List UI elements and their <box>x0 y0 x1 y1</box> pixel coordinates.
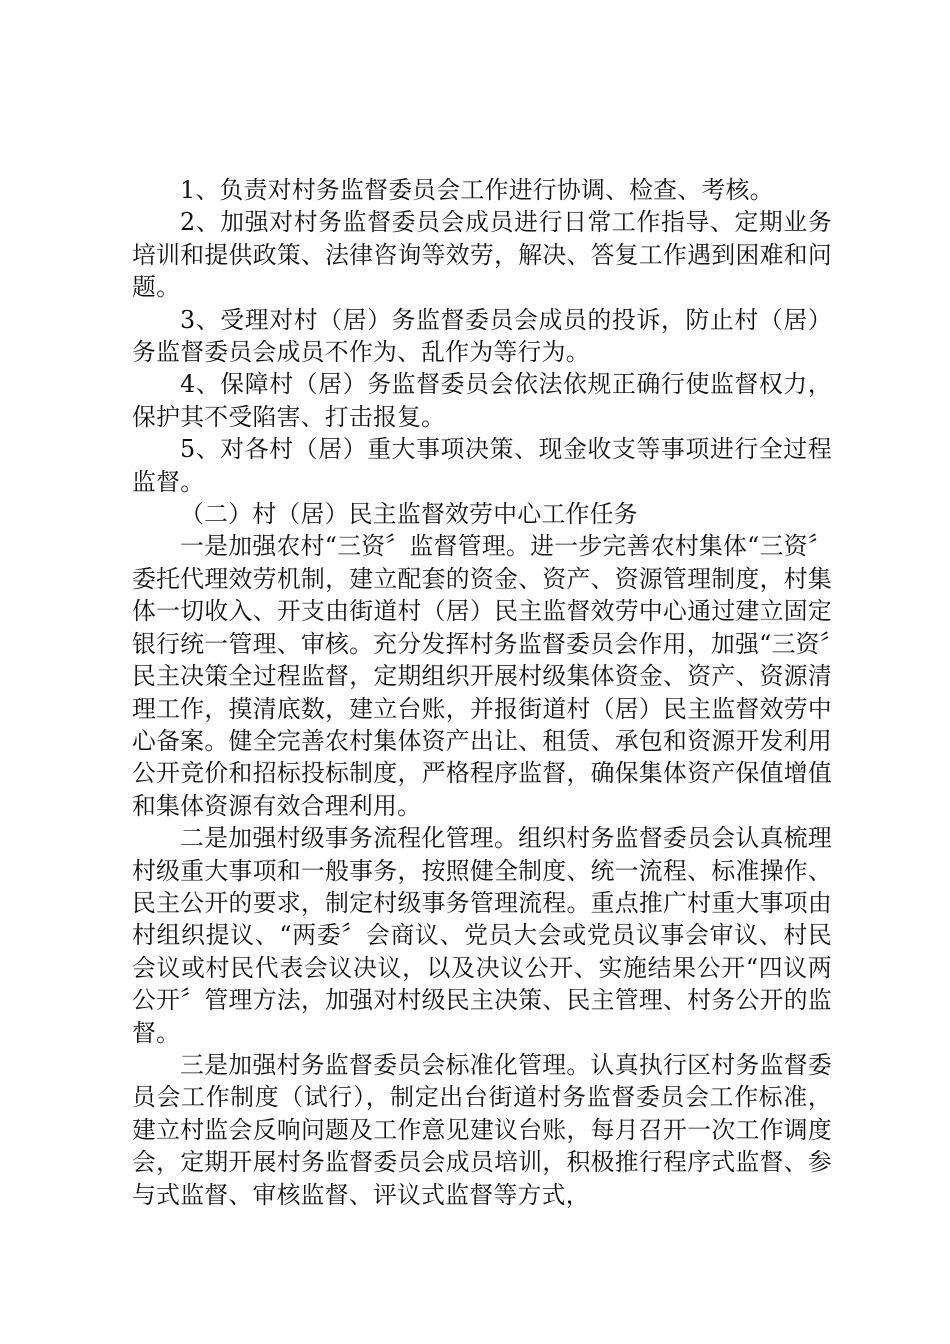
body-paragraph-2: 二是加强村级事务流程化管理。组织村务监督委员会认真梳理村级重大事项和一般事务，按照健全制度、统一流程、标准操作、民主公开的要求，制定村级事务管理流程。重点推广村重大事项由村组织提议、“两委〞会商议、党员大会或党员议事会审议、村民会议或村民代表会议决议，以及决议公开、实施结果公开“四议两公开〞管理方法，加强对村级民主决策、民主管理、村务公开的监督。 <box>132 824 832 1047</box>
document-page <box>132 174 832 1211</box>
list-item-4: 4、保障村（居）务监督委员会依法依规正确行使监督权力，保护其不受陷害、打击报复。 <box>132 370 832 431</box>
body-paragraph-3: 三是加强村务监督委员会标准化管理。认真执行区村务监督委员会工作制度（试行），制定出台街道村务监督委员会工作标准，建立村监会反响问题及工作意见建议台账，每月召开一次工作调度会，定期开展村务监督委员会成员培训，积极推行程序式监督、参与式监督、审核监督、评议式监督等方式， <box>132 1050 832 1209</box>
list-item-2: 2、加强对村务监督委员会成员进行日常工作指导、定期业务培训和提供政策、法律咨询等效劳，解决、答复工作遇到困难和问题。 <box>132 208 832 302</box>
list-item-5: 5、对各村（居）重大事项决策、现金收支等事项进行全过程监督。 <box>132 435 832 496</box>
list-item-3: 3、受理对村（居）务监督委员会成员的投诉，防止村（居）务监督委员会成员不作为、乱作为等行为。 <box>132 305 832 367</box>
body-paragraph-1: 一是加强农村“三资〞监督管理。进一步完善农村集体“三资〞委托代理效劳机制，建立配套的资金、资产、资源管理制度，村集体一切收入、开支由街道村（居）民主监督效劳中心通过建立固定银行统一管理、审核。充分发挥村务监督委员会作用，加强“三资〞民主决策全过程监督，定期组织开展村级集体资金、资产、资源清理工作，摸清底数，建立台账，并报街道村（居）民主监督效劳中心备案。健全完善农村集体资产出让、租赁、承包和资源开发利用公开竞价和招标投标制度，严格程序监督，确保集体资产保值增值和集体资源有效合理利用。 <box>132 532 832 820</box>
section-heading: （二）村（居）民主监督效劳中心工作任务 <box>180 500 638 529</box>
list-item-1: 1、负责对村务监督委员会工作进行协调、检查、考核。 <box>180 176 774 204</box>
